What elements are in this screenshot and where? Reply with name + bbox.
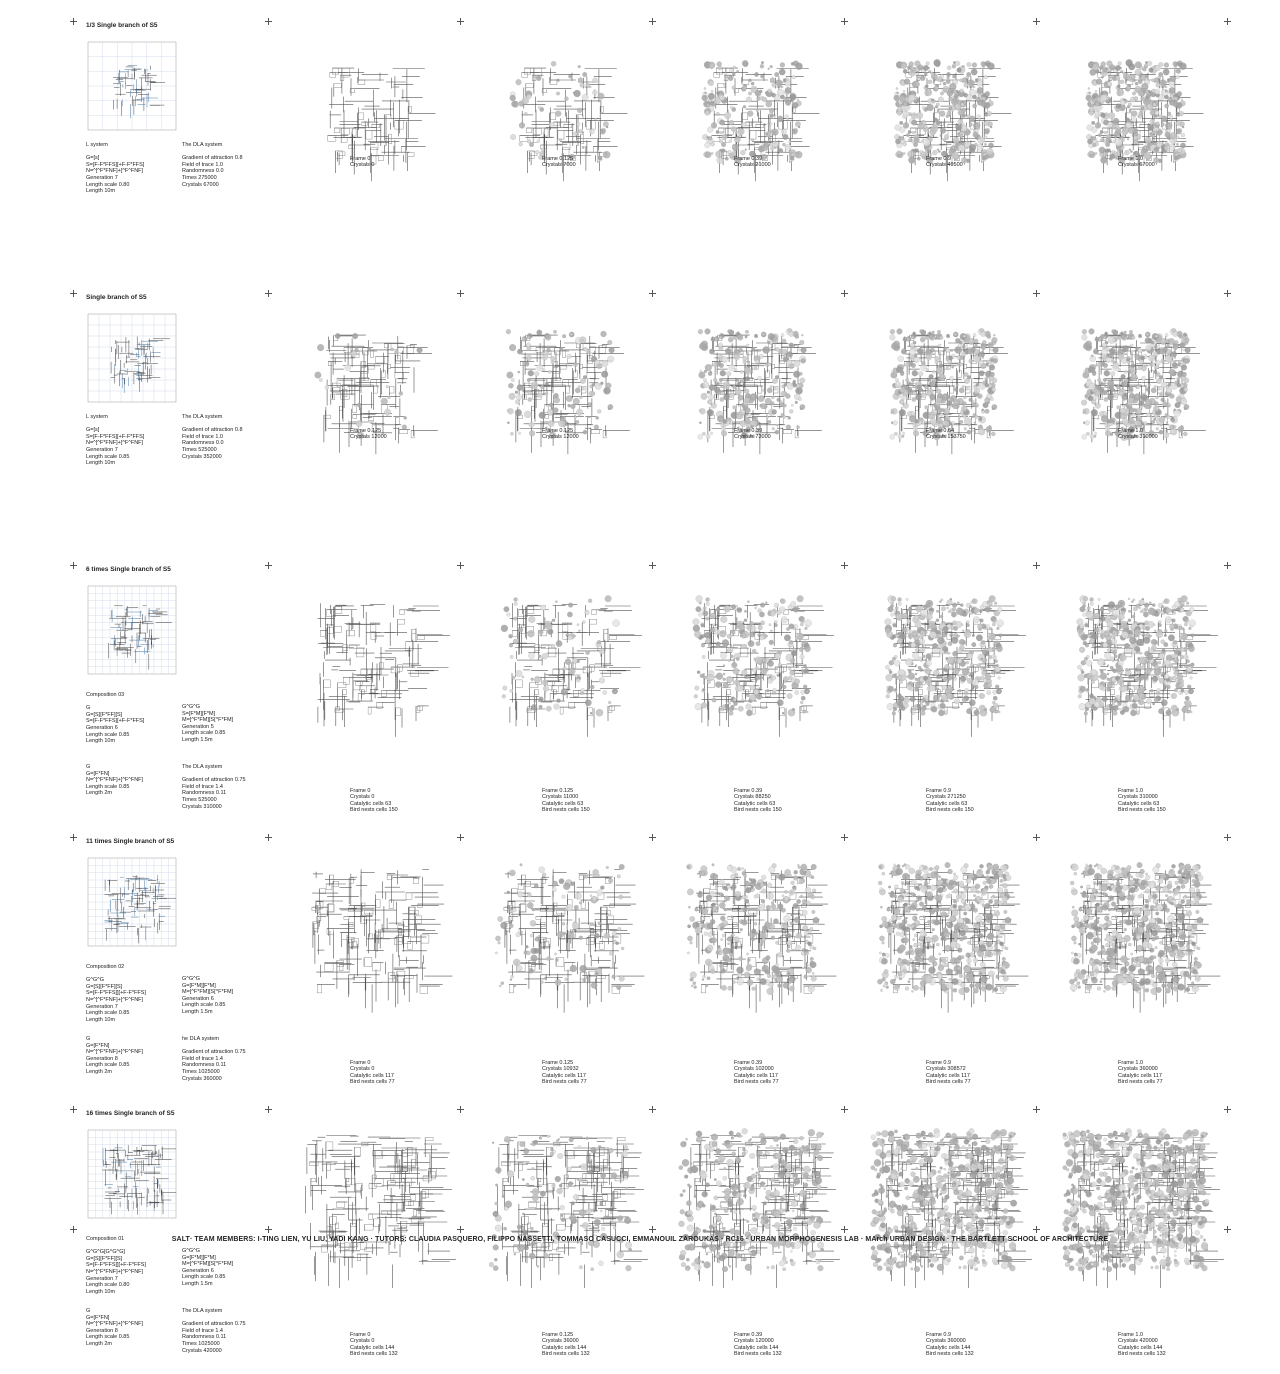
parameter-line [86, 149, 144, 156]
parameter-block [86, 1036, 143, 1076]
caption-line: Frame 1.0 [1118, 788, 1166, 794]
growth-frame [280, 840, 456, 1016]
caption-line: Crystals 153750 [926, 434, 966, 440]
frame-caption [926, 1060, 971, 1086]
parameter-block [182, 414, 243, 460]
parameter-line: N=^[^F*FNF]+[^F^FNF] [86, 1269, 146, 1276]
frame-caption [926, 1332, 974, 1358]
frame-caption [1118, 1332, 1166, 1358]
parameter-line: M=[^F*FM][S[^F*FM] [182, 989, 233, 996]
caption-line: Catalytic cells 63 [734, 801, 782, 807]
parameter-line: Length scale 0.85 [86, 1334, 143, 1341]
caption-line: Crystals 12000 [542, 434, 579, 440]
caption-line: Crystals 7000 [542, 162, 576, 168]
dla-growth-render [664, 568, 840, 744]
dla-growth-render [280, 568, 456, 744]
parameter-line: L system [86, 142, 144, 149]
parameter-line: N=^[^F*FNF]+[^F^FNF] [86, 777, 143, 784]
growth-frame [280, 24, 456, 200]
parameter-line: G^G^G [182, 1248, 233, 1255]
growth-frame [664, 24, 840, 200]
frame-caption [542, 788, 590, 814]
caption-line: Frame 0.125 [350, 428, 387, 434]
dla-growth-render [856, 296, 1032, 472]
parameter-line: G=[s] [86, 155, 144, 162]
caption-line: Frame 0.39 [734, 788, 782, 794]
parameter-line [86, 699, 144, 706]
growth-frame [664, 840, 840, 1016]
growth-frame [664, 1112, 840, 1288]
growth-frame [856, 1112, 1032, 1288]
parameter-line: Field of trace 1.4 [182, 1328, 246, 1335]
growth-frame [664, 568, 840, 744]
parameter-line: N=^[^F*FNF]+[^F^FNF] [86, 440, 144, 447]
parameter-line: G=[F*M][F*M] [182, 983, 233, 990]
parameter-line: Crystals 67000 [182, 182, 243, 189]
growth-frame [280, 1112, 456, 1288]
growth-frame [1048, 296, 1224, 472]
parameter-line: N=^[^F*FNF]+[^F^FNF] [86, 997, 146, 1004]
parameter-line: Length 1.5m [182, 1281, 233, 1288]
parameter-line: G [86, 1308, 143, 1315]
parameter-line: Gradient of attraction 0.8 [182, 427, 243, 434]
frame-caption [542, 1332, 590, 1358]
parameter-line: Generation 8 [86, 1056, 143, 1063]
caption-line: Crystals 12000 [350, 434, 387, 440]
dla-growth-render [472, 568, 648, 744]
parameter-line: M=[^F*FM][S[^F*FM] [182, 1261, 233, 1268]
frame-caption [350, 156, 374, 169]
caption-line: Crystals 88250 [734, 794, 782, 800]
caption-line: Crystals 73000 [734, 434, 771, 440]
study-row [0, 558, 1280, 830]
growth-frame [1048, 1112, 1224, 1288]
parameter-block [182, 976, 233, 1016]
caption-line: Frame 0.125 [542, 156, 576, 162]
caption-line: Crystals 310000 [1118, 434, 1158, 440]
parameter-line: Generation 6 [86, 725, 144, 732]
caption-line: Crystals 11000 [542, 794, 590, 800]
parameter-line: Length scale 0.85 [182, 1274, 233, 1281]
parameter-line: G^G^G [86, 977, 146, 984]
frame-caption [926, 428, 966, 441]
parameter-line: Length scale 0.85 [86, 1010, 146, 1017]
parameter-block [86, 1308, 143, 1348]
l-system-plan-thumbnail [80, 38, 180, 138]
caption-line: Frame 0 [350, 1060, 395, 1066]
parameter-line: Field of trace 1.0 [182, 434, 243, 441]
parameter-line: G [86, 764, 143, 771]
parameter-line: Length scale 0.85 [86, 784, 143, 791]
parameter-line: Field of trace 1.4 [182, 784, 246, 791]
parameter-line: S=[F-F*FFS][+F-F*FFS] [86, 434, 144, 441]
growth-frame [1048, 568, 1224, 744]
parameter-line [182, 1043, 246, 1050]
caption-line: Bird nests cells 77 [926, 1079, 971, 1085]
caption-line: Crystals 271250 [926, 794, 974, 800]
dla-growth-render [1048, 1112, 1224, 1288]
parameter-line: The DLA system [182, 1308, 246, 1315]
caption-line: Crystals 21000 [734, 162, 771, 168]
caption-line: Catalytic cells 117 [350, 1073, 395, 1079]
parameter-line: Length scale 0.85 [182, 730, 233, 737]
growth-frame [856, 24, 1032, 200]
parameter-line: G=[S][F*FF][S] [86, 1256, 146, 1263]
parameter-block [86, 1236, 146, 1295]
parameter-line: Length scale 0.85 [182, 1002, 233, 1009]
parameter-line: Composition 03 [86, 692, 144, 699]
parameter-line [86, 421, 144, 428]
caption-line: Frame 1.0 [1118, 156, 1155, 162]
parameter-line: The DLA system [182, 764, 246, 771]
frame-caption [350, 788, 398, 814]
parameter-line: Length 1.5m [182, 1009, 233, 1016]
parameter-line: G^G^G[G^G^G] [86, 1249, 146, 1256]
frame-caption [542, 428, 579, 441]
frame-caption [926, 788, 974, 814]
parameter-block [86, 964, 146, 1023]
caption-line: Bird nests cells 77 [1118, 1079, 1163, 1085]
caption-line: Crystals 0 [350, 1338, 398, 1344]
dla-growth-render [280, 24, 456, 200]
caption-line: Frame 0.125 [542, 428, 579, 434]
frame-caption [350, 1060, 395, 1086]
parameter-line: Length 10m [86, 188, 144, 195]
caption-line: Catalytic cells 144 [350, 1345, 398, 1351]
caption-line: Bird nests cells 150 [350, 807, 398, 813]
parameter-line: Gradient of attraction 0.75 [182, 1321, 246, 1328]
frame-caption [926, 156, 963, 169]
parameter-line: Length 10m [86, 738, 144, 745]
parameter-line: Length 2m [86, 1341, 143, 1348]
caption-line: Bird nests cells 77 [542, 1079, 587, 1085]
caption-line: Crystals 36000 [542, 1338, 590, 1344]
parameter-block [182, 1308, 246, 1354]
caption-line: Catalytic cells 63 [1118, 801, 1166, 807]
caption-line: Bird nests cells 77 [734, 1079, 779, 1085]
parameter-line: Crystals 352000 [182, 454, 243, 461]
growth-frame [1048, 24, 1224, 200]
parameter-line [86, 971, 146, 978]
parameter-line: S=[F-F*FFS][+F-F*FFS] [86, 162, 144, 169]
parameter-line: The DLA system [182, 414, 243, 421]
caption-line: Frame 0 [350, 788, 398, 794]
parameter-line: Length scale 0.85 [86, 732, 144, 739]
caption-line: Bird nests cells 132 [350, 1351, 398, 1357]
parameter-line: Length scale 0.80 [86, 182, 144, 189]
caption-line: Frame 1.0 [1118, 428, 1158, 434]
parameter-line: Randomness 0.0 [182, 168, 243, 175]
caption-line: Crystals 120000 [734, 1338, 782, 1344]
parameter-line: Generation 7 [86, 1004, 146, 1011]
parameter-line: Times 275000 [182, 175, 243, 182]
parameter-line: Generation 8 [86, 1328, 143, 1335]
parameter-line: Field of trace 1.4 [182, 1056, 246, 1063]
parameter-line: Crystals 420000 [182, 1348, 246, 1355]
caption-line: Crystals 308572 [926, 1066, 971, 1072]
parameter-line: Length 10m [86, 460, 144, 467]
frame-caption [734, 156, 771, 169]
dla-growth-render [664, 1112, 840, 1288]
parameter-line: N=^[^F*FNF]+[^F^FNF] [86, 1049, 143, 1056]
dla-growth-render [856, 568, 1032, 744]
dla-growth-render [664, 840, 840, 1016]
dla-growth-render [472, 296, 648, 472]
parameter-block [182, 764, 246, 810]
parameter-line: N=^[^F*FNF]+[^F^FNF] [86, 168, 144, 175]
parameter-line: Times 525000 [182, 447, 243, 454]
dla-growth-render [280, 1112, 456, 1288]
caption-line: Catalytic cells 117 [542, 1073, 587, 1079]
parameter-line: G^G^G [182, 704, 233, 711]
parameter-line: Randomness 0.11 [182, 790, 246, 797]
parameter-line: L system [86, 414, 144, 421]
frame-caption [350, 1332, 398, 1358]
caption-line: Crystals 102000 [734, 1066, 779, 1072]
parameter-line: G [86, 1036, 143, 1043]
caption-line: Frame 0.39 [734, 1332, 782, 1338]
caption-line: Bird nests cells 150 [542, 807, 590, 813]
caption-line: Catalytic cells 117 [734, 1073, 779, 1079]
parameter-block [86, 692, 144, 745]
growth-frame [472, 1112, 648, 1288]
caption-line: Catalytic cells 63 [542, 801, 590, 807]
parameter-line: Randomness 0.11 [182, 1334, 246, 1341]
frame-caption [542, 156, 576, 169]
parameter-line: G=[F*M][F*M] [182, 1255, 233, 1262]
dla-growth-render [664, 24, 840, 200]
parameter-line: Generation 7 [86, 447, 144, 454]
caption-line: Crystals 67000 [1118, 162, 1155, 168]
parameter-line: Times 525000 [182, 797, 246, 804]
credits-footer: SALT· TEAM MEMBERS: I-TING LIEN, YU LIU, YADI KANG · TUTORS: CLAUDIA PASQUERO, FILIPPO NASSETTI, TOMMASO CASUCCI, EMMANOUIL ZAROUKAS · RC16 · URBAN MORPHOGENESIS LAB · MArch URBAN DESIGN · THE BARTLETT SCHOOL OF ARCHITECTURE [0, 1236, 1280, 1243]
caption-line: Frame 0.39 [734, 156, 771, 162]
caption-line: Frame 0 [350, 1332, 398, 1338]
parameter-line: Length 10m [86, 1289, 146, 1296]
frame-caption [350, 428, 387, 441]
parameter-line: G [86, 705, 144, 712]
frame-caption [734, 428, 771, 441]
parameter-line: Length scale 0.80 [86, 1282, 146, 1289]
caption-line: Frame 0 [350, 156, 374, 162]
parameter-line: Field of trace 1.0 [182, 162, 243, 169]
caption-line: Bird nests cells 77 [350, 1079, 395, 1085]
caption-line: Crystals 360000 [1118, 1066, 1163, 1072]
row-title: Single branch of S5 [86, 294, 147, 301]
parameter-line: N=^[^F*FNF]+[^F^FNF] [86, 1321, 143, 1328]
parameter-line: The DLA system [182, 142, 243, 149]
growth-frame [664, 296, 840, 472]
parameter-line: G=[s] [86, 427, 144, 434]
parameter-block [86, 142, 144, 195]
parameter-line: Generation 7 [86, 1276, 146, 1283]
parameter-block [182, 1248, 233, 1288]
parameter-line: Length 1.5m [182, 737, 233, 744]
parameter-line: Generation 5 [182, 724, 233, 731]
dla-growth-render [1048, 24, 1224, 200]
caption-line: Frame 1.0 [1118, 1060, 1163, 1066]
growth-frame [280, 568, 456, 744]
dla-growth-render [280, 840, 456, 1016]
parameter-line: Length 2m [86, 790, 143, 797]
frame-caption [1118, 428, 1158, 441]
row-title: 11 times Single branch of S5 [86, 838, 174, 845]
parameter-line: he DLA system [182, 1036, 246, 1043]
study-row [0, 830, 1280, 1102]
l-system-plan-thumbnail [80, 854, 180, 954]
growth-frame [472, 24, 648, 200]
caption-line: Frame 0.125 [542, 1332, 590, 1338]
dla-growth-render [1048, 840, 1224, 1016]
caption-line: Frame 0.125 [542, 1060, 587, 1066]
caption-line: Crystals 420000 [1118, 1338, 1166, 1344]
parameter-line: Composition 02 [86, 964, 146, 971]
parameter-line: Gradient of attraction 0.8 [182, 155, 243, 162]
caption-line: Catalytic cells 117 [926, 1073, 971, 1079]
frame-caption [734, 1332, 782, 1358]
caption-line: Catalytic cells 63 [926, 801, 974, 807]
caption-line: Frame 0.9 [926, 1060, 971, 1066]
parameter-line [182, 149, 243, 156]
parameter-line: Generation 7 [86, 175, 144, 182]
parameter-line: Randomness 0.0 [182, 440, 243, 447]
caption-line: Bird nests cells 132 [926, 1351, 974, 1357]
l-system-plan-thumbnail [80, 310, 180, 410]
frame-caption [734, 1060, 779, 1086]
parameter-block [182, 1036, 246, 1082]
study-row [0, 14, 1280, 286]
dla-growth-render [1048, 568, 1224, 744]
growth-frame [856, 840, 1032, 1016]
dla-growth-render [472, 1112, 648, 1288]
l-system-plan-thumbnail [80, 582, 180, 682]
dla-growth-render [856, 1112, 1032, 1288]
caption-line: Frame 0.125 [542, 788, 590, 794]
dla-growth-render [472, 24, 648, 200]
caption-line: Frame 0.9 [926, 788, 974, 794]
caption-line: Crystals 0 [350, 162, 374, 168]
caption-line: Crystals 360000 [926, 1338, 974, 1344]
parameter-line: Times 1025000 [182, 1069, 246, 1076]
dla-growth-render [856, 840, 1032, 1016]
parameter-line [182, 771, 246, 778]
frame-caption [734, 788, 782, 814]
parameter-line: G=[S][F*FF][S] [86, 984, 146, 991]
parameter-line: G^G^G [182, 976, 233, 983]
row-title: 16 times Single branch of S5 [86, 1110, 175, 1117]
caption-line: Frame 0.9 [926, 156, 963, 162]
parameter-line: G=[F*FN] [86, 1315, 143, 1322]
parameter-line: Gradient of attraction 0.75 [182, 1049, 246, 1056]
row-title: 6 times Single branch of S5 [86, 566, 171, 573]
caption-line: Bird nests cells 150 [734, 807, 782, 813]
parameter-line: Length 10m [86, 1017, 146, 1024]
caption-line: Bird nests cells 132 [734, 1351, 782, 1357]
frame-caption [1118, 788, 1166, 814]
parameter-line [182, 421, 243, 428]
parameter-line: Generation 6 [182, 1268, 233, 1275]
parameter-block [182, 704, 233, 744]
parameter-line [182, 1315, 246, 1322]
caption-line: Frame 0.64 [926, 428, 966, 434]
parameter-line: Gradient of attraction 0.75 [182, 777, 246, 784]
growth-frame [856, 296, 1032, 472]
dla-growth-render [856, 24, 1032, 200]
caption-line: Catalytic cells 144 [542, 1345, 590, 1351]
parameter-block [182, 142, 243, 188]
dla-growth-render [472, 840, 648, 1016]
caption-line: Crystals 0 [350, 1066, 395, 1072]
parameter-line: G=[F*FN] [86, 771, 143, 778]
parameter-line: Length scale 0.85 [86, 1062, 143, 1069]
l-system-plan-thumbnail [80, 1126, 180, 1226]
parameter-line: Composition 01 [86, 1236, 146, 1243]
caption-line: Bird nests cells 132 [542, 1351, 590, 1357]
growth-frame [472, 568, 648, 744]
caption-line: Crystals 0 [350, 794, 398, 800]
growth-frame [472, 296, 648, 472]
growth-frame [280, 296, 456, 472]
caption-line: Crystals 310000 [1118, 794, 1166, 800]
parameter-line: S=[F*M][F*M] [182, 711, 233, 718]
caption-line: Frame 0.39 [734, 428, 771, 434]
parameter-line: S=[F-F*FFS][+F-F*FFS] [86, 718, 144, 725]
caption-line: Bird nests cells 132 [1118, 1351, 1166, 1357]
parameter-line: Generation 6 [182, 996, 233, 1003]
frame-caption [1118, 156, 1155, 169]
caption-line: Bird nests cells 150 [926, 807, 974, 813]
parameter-line: Length scale 0.85 [86, 454, 144, 461]
caption-line: Catalytic cells 144 [1118, 1345, 1166, 1351]
caption-line: Catalytic cells 144 [926, 1345, 974, 1351]
growth-frame [1048, 840, 1224, 1016]
parameter-line: Length 2m [86, 1069, 143, 1076]
parameter-line: G=[F*FN] [86, 1043, 143, 1050]
dla-growth-render [664, 296, 840, 472]
caption-line: Crystals 10932 [542, 1066, 587, 1072]
parameter-line: S=[F-F*FFS]][+F-F*FFS] [86, 1262, 146, 1269]
parameter-block [86, 414, 144, 467]
caption-line: Frame 0.39 [734, 1060, 779, 1066]
parameter-line: Randomness 0.11 [182, 1062, 246, 1069]
caption-line: Catalytic cells 144 [734, 1345, 782, 1351]
parameter-line: M=[^F*FM][S[^F*FM] [182, 717, 233, 724]
parameter-line: G=[S][F*FF][S] [86, 712, 144, 719]
parameter-line: Times 1025000 [182, 1341, 246, 1348]
growth-frame [856, 568, 1032, 744]
row-title: 1/3 Single branch of S5 [86, 22, 158, 29]
parameter-line: S=[F-F*FFS]][+F-F*FFS] [86, 990, 146, 997]
caption-line: Bird nests cells 150 [1118, 807, 1166, 813]
caption-line: Crystals 49500 [926, 162, 963, 168]
parameter-line: Crystals 360000 [182, 1076, 246, 1083]
study-row [0, 286, 1280, 558]
frame-caption [542, 1060, 587, 1086]
frame-caption [1118, 1060, 1163, 1086]
dla-growth-render [1048, 296, 1224, 472]
parameter-line: Crystals 310000 [182, 804, 246, 811]
caption-line: Frame 1.0 [1118, 1332, 1166, 1338]
parameter-block [86, 764, 143, 797]
caption-line: Catalytic cells 117 [1118, 1073, 1163, 1079]
growth-frame [472, 840, 648, 1016]
caption-line: Catalytic cells 63 [350, 801, 398, 807]
parameter-line [86, 1243, 146, 1250]
dla-growth-render [280, 296, 456, 472]
caption-line: Frame 0.9 [926, 1332, 974, 1338]
